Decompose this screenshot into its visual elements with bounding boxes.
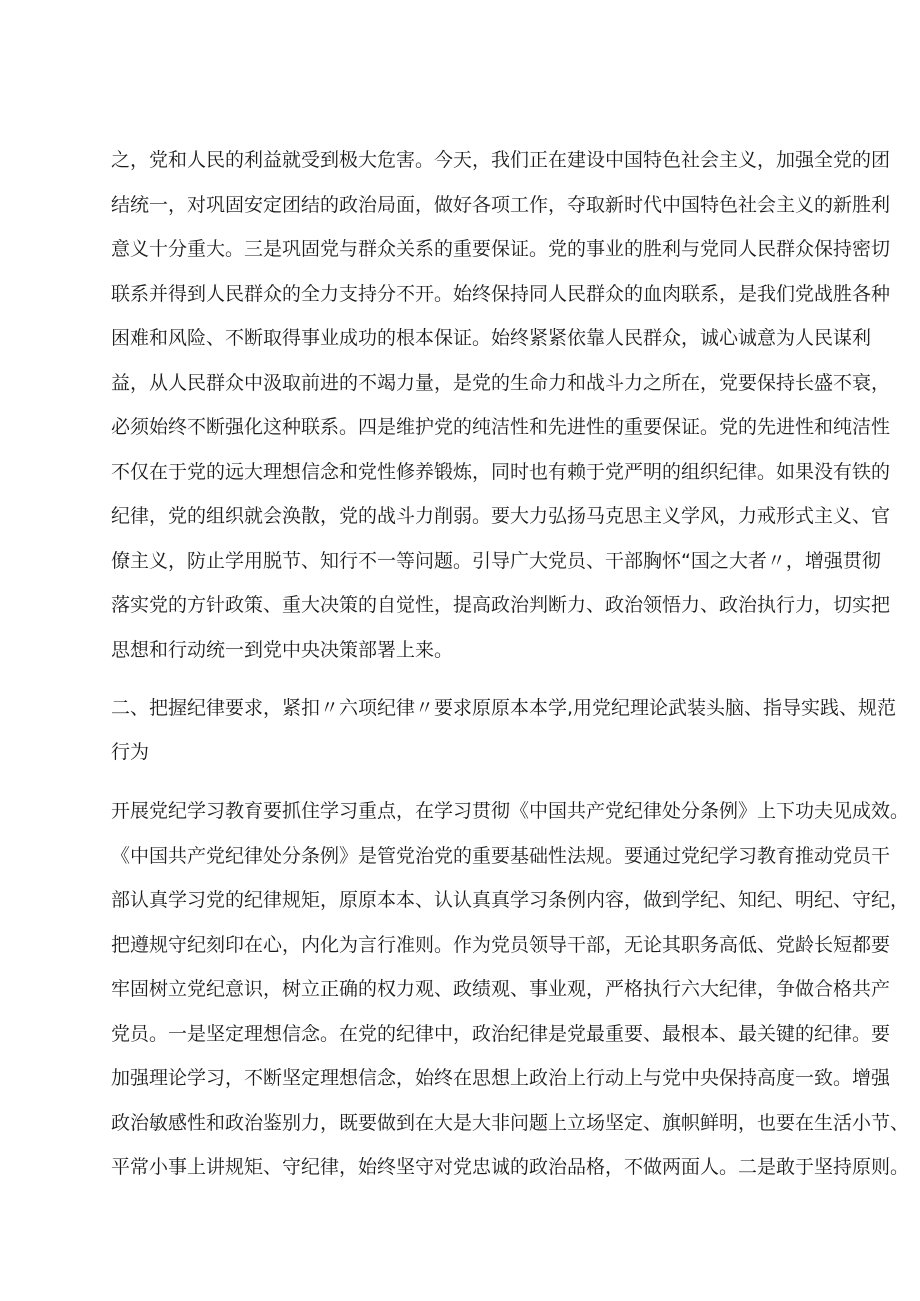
text-line: 开展党纪学习教育要抓住学习重点，在学习贯彻《中国共产党纪律处分条例》上下功夫见成效。 [111,800,910,822]
section-heading-line: 行为 [111,741,150,763]
text-line: 部认真学习党的纪律规矩，原原本本、认认真真学习条例内容，做到学纪、知纪、明纪、守纪， [111,889,910,911]
text-line: 纪律，党的组织就会涣散，党的战斗力削弱。要大力弘扬马克思主义学风，力戒形式主义、官 [111,505,891,527]
text-line: 困难和风险、不断取得事业成功的根本保证。始终紧紧依靠人民群众，诚心诚意为人民谋利 [111,327,872,349]
text-line: 把遵规守纪刻印在心，内化为言行准则。作为党员领导干部，无论其职务高低、党龄长短都要 [111,934,891,956]
text-line: 加强理论学习，不断坚定理想信念，始终在思想上政治上行动上与党中央保持高度一致。增强 [111,1067,891,1089]
text-line: 联系并得到人民群众的全力支持分不开。始终保持同人民群众的血肉联系，是我们党战胜各种 [111,283,891,305]
text-line: 政治敏感性和政治鉴别力，既要做到在大是大非问题上立场坚定、旗帜鲜明，也要在生活小节、 [111,1112,910,1134]
text-line: 益，从人民群众中汲取前进的不竭力量，是党的生命力和战斗力之所在，党要保持长盛不衰， [111,372,891,394]
text-line: 思想和行动统一到党中央决策部署上来。 [111,639,454,661]
section-heading-line: 二、把握纪律要求，紧扣〃六项纪律〃要求原原本本学,用党纪理论武装头脑、指导实践、规范 [111,697,897,719]
text-line: 党员。一是坚定理想信念。在党的纪律中，政治纪律是党最重要、最根本、最关键的纪律。要 [111,1023,891,1045]
text-line: 僚主义，防止学用脱节、知行不一等问题。引导广大党员、干部胸怀“国之大者〃，增强贯彻 [111,550,881,572]
text-line: 必须始终不断强化这种联系。四是维护党的纯洁性和先进性的重要保证。党的先进性和纯洁性 [111,416,891,438]
text-line: 《中国共产党纪律处分条例》是管党治党的重要基础性法规。要通过党纪学习教育推动党员干 [111,845,891,867]
text-line: 意义十分重大。三是巩固党与群众关系的重要保证。党的事业的胜利与党同人民群众保持密切 [111,238,891,260]
text-line: 落实党的方针政策、重大决策的自觉性，提高政治判断力、政治领悟力、政治执行力，切实把 [111,594,891,616]
text-line: 之，党和人民的利益就受到极大危害。今天，我们正在建设中国特色社会主义，加强全党的团 [111,149,891,171]
text-line: 平常小事上讲规矩、守纪律，始终坚守对党忠诚的政治品格，不做两面人。二是敢于坚持原则。 [111,1156,910,1178]
text-line: 不仅在于党的远大理想信念和党性修养锻炼，同时也有赖于党严明的组织纪律。如果没有铁的 [111,461,891,483]
text-line: 结统一，对巩固安定团结的政治局面，做好各项工作，夺取新时代中国特色社会主义的新胜利 [111,194,891,216]
text-line: 牢固树立党纪意识，树立正确的权力观、政绩观、事业观，严格执行六大纪律，争做合格共产 [111,978,891,1000]
